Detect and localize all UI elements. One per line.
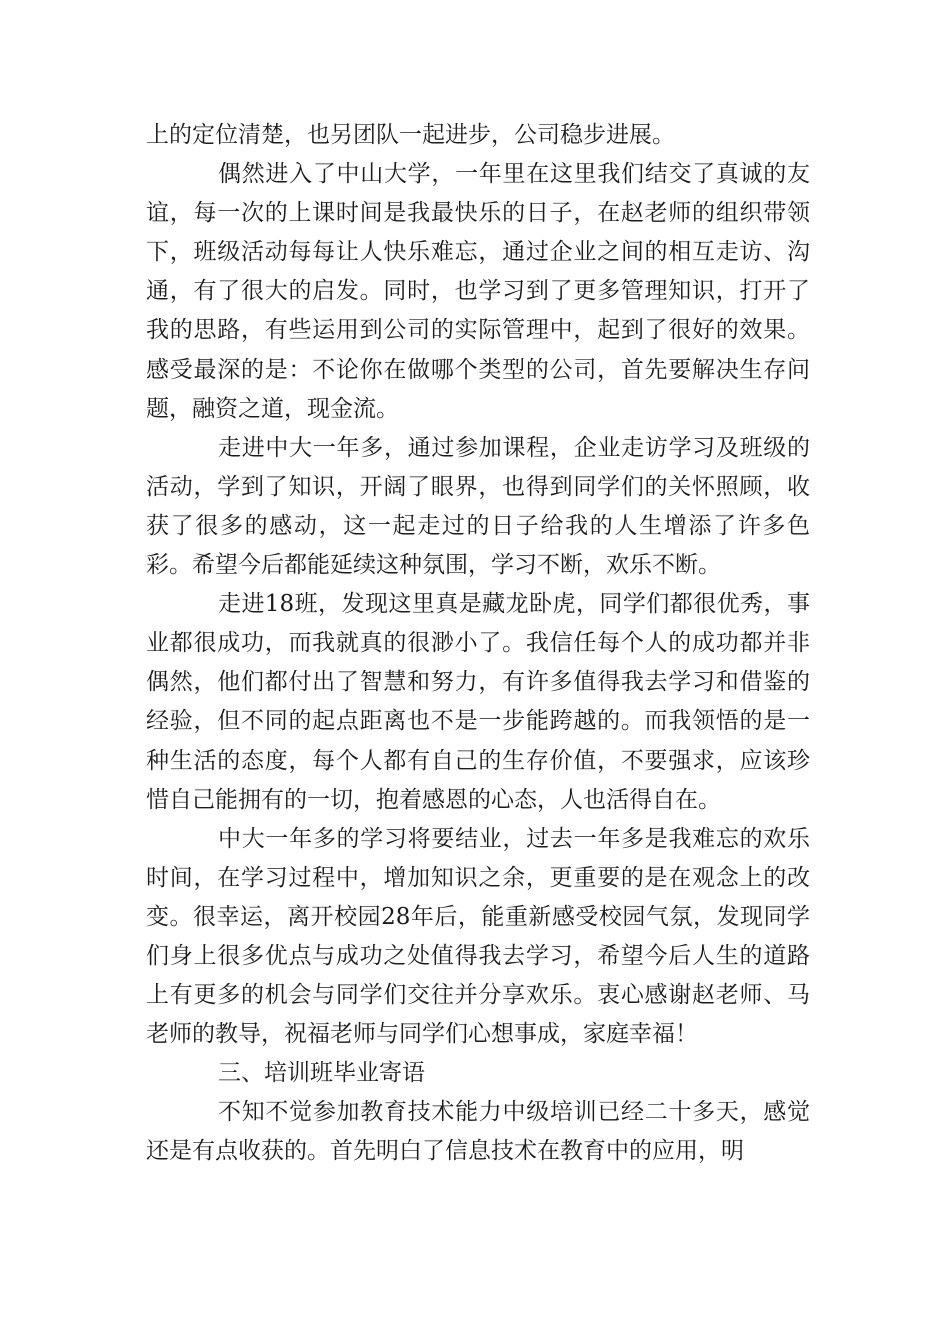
paragraph-graduation: 中大一年多的学习将要结业，过去一年多是我难忘的欢乐时间，在学习过程中，增加知识之余，更重要的是在观念上的改变。很幸运，离开校园28年后，能重新感受校园气氛，发现同学们身上很多优点与成功之处值得我去学习，希望今后人生的道路上有更多的机会与同学们交往并分享欢乐。衷心感谢赵老师、马老师的教导，祝福老师与同学们心想事成，家庭幸福！ (146, 825, 810, 1048)
paragraph-one-year: 走进中大一年多，通过参加课程，企业走访学习及班级的活动，学到了知识，开阔了眼界，也得到同学们的关怀照顾，收获了很多的感动，这一起走过的日子给我的人生增添了许多色彩。希望今后都能延续这种氛围，学习不断，欢乐不断。 (146, 434, 810, 579)
paragraph-class-18: 走进18班，发现这里真是藏龙卧虎，同学们都很优秀，事业都很成功，而我就真的很渺小了。我信任每个人的成功都并非偶然，他们都付出了智慧和努力，有许多值得我去学习和借鉴的经验，但不同的起点距离也不是一步能跨越的。而我领悟的是一种生活的态度，每个人都有自己的生存价值，不要强求，应该珍惜自己能拥有的一切，抱着感恩的心态，人也活得自在。 (146, 591, 810, 813)
section-heading: 三、培训班毕业寄语 (218, 1060, 425, 1087)
paragraph-continuation: 上的定位清楚，也另团队一起进步，公司稳步进展。 (146, 122, 675, 148)
paragraph-training: 不知不觉参加教育技术能力中级培训已经二十多天，感觉还是有点收获的。首先明白了信息技术在教育中的应用，明 (146, 1099, 810, 1165)
paragraph-zhongshan: 偶然进入了中山大学，一年里在这里我们结交了真诚的友谊，每一次的上课时间是我最快乐的日子，在赵老师的组织带领下，班级活动每每让人快乐难忘，通过企业之间的相互走访、沟通，有了很大的启发。同时，也学习到了更多管理知识，打开了我的思路，有些运用到公司的实际管理中，起到了很好的效果。感受最深的是：不论你在做哪个类型的公司，首先要解决生存问题，融资之道，现金流。 (146, 161, 810, 422)
document-body (146, 116, 810, 1172)
